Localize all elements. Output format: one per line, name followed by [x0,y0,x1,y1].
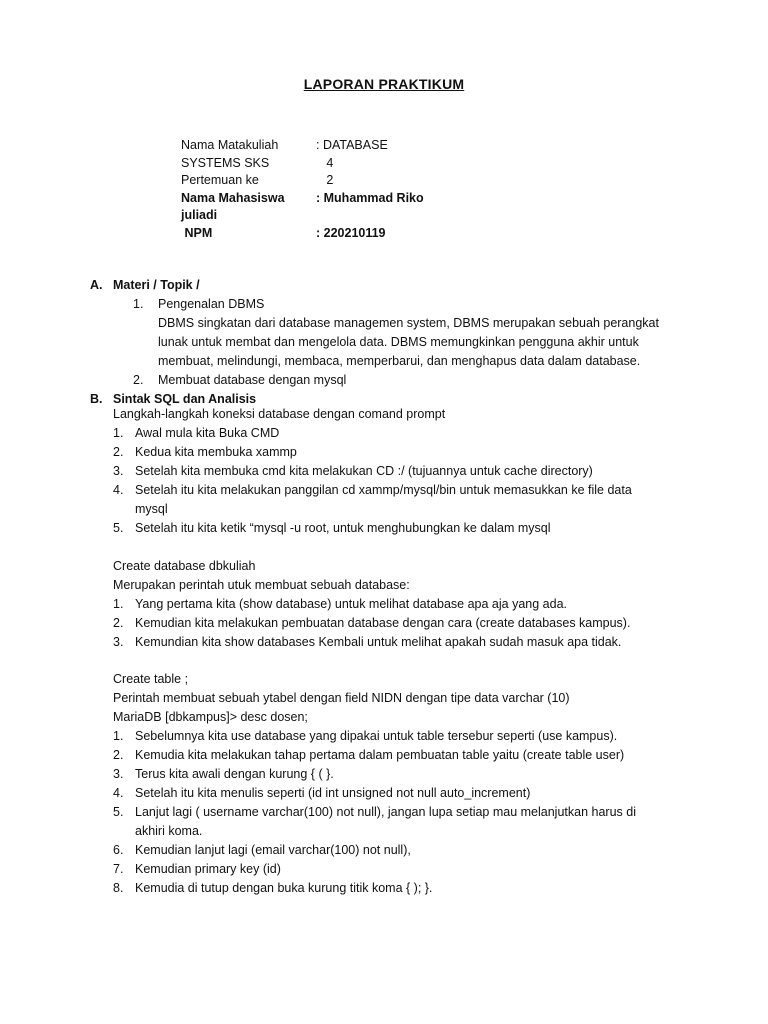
list-item [113,519,673,538]
section-title: Sintak SQL dan Analisis [113,392,257,406]
list-text: Setelah itu kita melakukan panggilan cd xammp/mysql/bin untuk memasukkan ke file data mysql [135,483,632,516]
list-text: Setelah itu kita ketik “mysql -u root, untuk menghubungkan ke dalam mysql [135,521,551,535]
list-text: Kemudia kita melakukan tahap pertama dalam pembuatan table yaitu (create table user) [135,748,625,762]
list-item [113,443,673,462]
topic-description: DBMS singkatan dari database managemen system, DBMS merupakan sebuah perangkat lunak untuk membat dan mengelola data. DBMS memungkinkan pengguna akhir untuk membuat, melindungi, membaca, memperbarui, dan menghapus data dalam database. [158,316,659,368]
info-row-student-cont [181,207,481,225]
info-value: : Muhammad Riko [316,190,424,205]
list-text: Kedua kita membuka xammp [135,445,297,459]
topic-list [133,371,730,390]
connection-steps [113,405,673,538]
paragraph: Merupakan perintah utuk membuat sebuah database: [113,578,410,592]
list-item [113,841,673,860]
list-number: 4. [113,786,124,800]
list-text: Yang pertama kita (show database) untuk melihat database apa aja yang ada. [135,597,567,611]
list-number: 1. [133,297,144,311]
info-row-meeting [181,172,481,190]
info-row-course [181,137,481,155]
list-number: 4. [113,483,124,497]
list-text: Pengenalan DBMS [158,297,265,311]
list-item [113,424,673,443]
list-item [113,784,673,803]
list-item [113,765,673,784]
list-number: 1. [113,426,124,440]
list-number: 5. [113,805,124,819]
list-item [113,879,673,898]
info-label: Nama Mahasiswa [181,190,285,205]
section-title: Materi / Topik / [113,278,200,292]
list-text: Setelah itu kita menulis seperti (id int unsigned not null auto_increment) [135,786,531,800]
info-value [316,207,481,225]
info-value: : DATABASE [316,138,388,152]
info-value: : 220210119 [316,225,386,240]
list-item [113,860,673,879]
paragraph: Langkah-langkah koneksi database dengan comand prompt [113,407,446,421]
list-number: 2. [113,616,124,630]
create-table-block [113,670,673,898]
list-text: Awal mula kita Buka CMD [135,426,280,440]
section-heading [90,276,730,295]
list-item [113,727,673,746]
section-letter: B. [90,392,103,406]
info-label: juliadi [181,208,218,222]
list-item [113,595,673,614]
list-text: Membuat database dengan mysql [158,373,347,387]
list-number: 3. [113,464,124,478]
info-row-student [181,190,481,208]
info-label: Nama Matakuliah [181,138,279,152]
list-number: 3. [113,635,124,649]
list-text: Setelah kita membuka cmd kita melakukan CD :/ (tujuannya untuk cache directory) [135,464,593,478]
list-number: 2. [113,748,124,762]
info-label: Pertemuan ke [181,173,259,187]
info-row-sks [181,155,481,173]
info-label: SYSTEMS SKS [181,155,270,170]
list-item [133,295,730,314]
info-row-npm [181,225,481,243]
list-text: Terus kita awali dengan kurung { ( }. [135,767,334,781]
section-letter: A. [90,278,103,292]
topic-list [133,295,730,314]
list-item [113,614,673,633]
info-value: 2 [316,173,334,187]
list-number: 6. [113,843,124,857]
list-number: 7. [113,862,124,876]
create-database-block [113,557,673,652]
section-a [90,276,730,409]
list-number: 1. [113,597,124,611]
list-item [133,371,730,390]
list-item [113,803,673,841]
info-value: 4 [316,155,334,170]
list-text: Kemudian lanjut lagi (email varchar(100) not null), [135,843,411,857]
list-number: 2. [133,373,144,387]
paragraph: MariaDB [dbkampus]> desc dosen; [113,710,308,724]
list-text: Kemudian kita melakukan pembuatan database dengan cara (create databases kampus). [135,616,631,630]
document-title: LAPORAN PRAKTIKUM [303,76,465,92]
info-label: NPM [181,225,213,240]
list-text: Kemundian kita show databases Kembali untuk melihat apakah sudah masuk apa tidak. [135,635,622,649]
list-number: 1. [113,729,124,743]
list-number: 3. [113,767,124,781]
list-text: Sebelumnya kita use database yang dipakai untuk table tersebur seperti (use kampus). [135,729,618,743]
list-number: 2. [113,445,124,459]
paragraph: Perintah membuat sebuah ytabel dengan field NIDN dengan tipe data varchar (10) [113,691,570,705]
list-text: Lanjut lagi ( username varchar(100) not null), jangan lupa setiap mau melanjutkan harus di akhiri koma. [135,805,636,838]
list-text: Kemudia di tutup dengan buka kurung titik koma { ); }. [135,881,433,895]
paragraph: Create table ; [113,672,189,686]
list-text: Kemudian primary key (id) [135,862,281,876]
paragraph: Create database dbkuliah [113,559,256,573]
list-item [113,746,673,765]
list-item [113,633,673,652]
list-number: 8. [113,881,124,895]
course-info [181,137,481,242]
list-number: 5. [113,521,124,535]
list-item [113,462,673,481]
list-item [113,481,673,519]
